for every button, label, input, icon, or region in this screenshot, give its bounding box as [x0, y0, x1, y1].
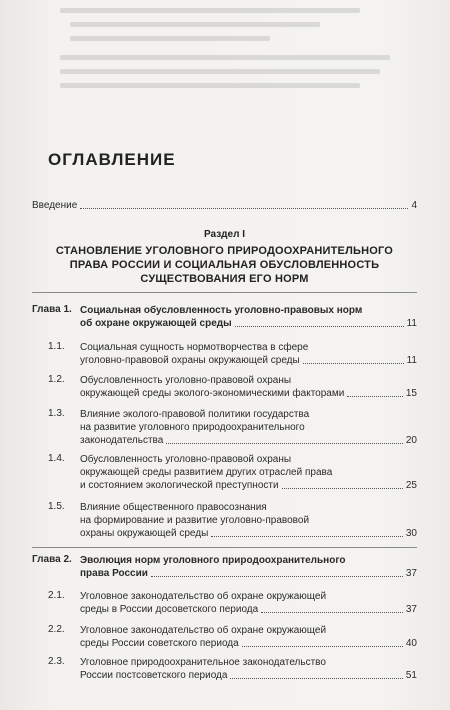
- page-number: 11: [406, 355, 417, 366]
- item-number: 2.3.: [48, 656, 65, 667]
- chapter-title-line: Эволюция норм уголовного природоохранительного: [80, 555, 346, 566]
- chapter-entry[interactable]: [80, 304, 417, 330]
- toc-item[interactable]: [80, 408, 417, 447]
- dot-leader: [151, 576, 403, 577]
- chapter-label: Глава 2.: [32, 554, 72, 565]
- chapter-entry[interactable]: [80, 554, 417, 580]
- page-number: 40: [405, 638, 417, 649]
- item-text-line: Уголовное законодательство об охране окружающей: [80, 591, 327, 602]
- item-number: 1.5.: [48, 501, 65, 512]
- toc-entry-intro[interactable]: [32, 199, 417, 212]
- dot-leader: [230, 678, 402, 679]
- dot-leader: [242, 646, 403, 647]
- item-text-line: Социальная сущность нормотворчества в сфере: [80, 342, 309, 353]
- dot-leader: [282, 488, 403, 489]
- item-number: 2.2.: [48, 624, 65, 635]
- bleed-through-text: [60, 8, 400, 97]
- item-text-line: законодательства: [80, 435, 164, 446]
- intro-label: Введение: [32, 200, 78, 211]
- item-number: 2.1.: [48, 590, 65, 601]
- section-label: Раздел I: [203, 229, 245, 240]
- toc-item[interactable]: [80, 341, 417, 367]
- chapter-label: Глава 1.: [32, 304, 72, 315]
- item-text-line: среды в России досоветского периода: [80, 604, 259, 615]
- item-text-line: Влияние общественного правосознания: [80, 502, 267, 513]
- item-text-line: окружающей среды эколого-экономическими факторами: [80, 388, 345, 399]
- item-text-line: уголовно-правовой охраны окружающей среды: [80, 355, 300, 366]
- toc-item[interactable]: [80, 624, 417, 650]
- section-title: [32, 244, 417, 286]
- toc-item[interactable]: [80, 501, 417, 540]
- page-number: 4: [411, 200, 417, 211]
- dot-leader: [80, 208, 408, 209]
- section-title-line: ПРАВА РОССИИ И СОЦИАЛЬНАЯ ОБУСЛОВЛЕННОСТЬ: [69, 259, 380, 271]
- item-text-line: Обусловленность уголовно-правовой охраны: [80, 454, 292, 465]
- toc-title: ОГЛАВЛЕНИЕ: [48, 150, 176, 169]
- item-number: 1.2.: [48, 374, 65, 385]
- item-text-line: среды России советского периода: [80, 638, 239, 649]
- toc-item[interactable]: [80, 590, 417, 616]
- item-text-line: охраны окружающей среды: [80, 528, 209, 539]
- item-text-line: на формирование и развитие уголовно-правовой: [80, 515, 310, 526]
- dot-leader: [235, 326, 404, 327]
- item-number: 1.1.: [48, 341, 65, 352]
- dot-leader: [261, 612, 403, 613]
- chapter-title-line: об охране окружающей среды: [80, 318, 232, 329]
- item-text-line: России постсоветского периода: [80, 670, 228, 681]
- item-text-line: Влияние эколого-правовой политики государства: [80, 409, 310, 420]
- section-title-line: СУЩЕСТВОВАНИЯ ЕГО НОРМ: [140, 273, 309, 285]
- chapter-title-line: права России: [80, 568, 148, 579]
- dot-leader: [347, 396, 403, 397]
- divider: [32, 292, 417, 293]
- item-text-line: Уголовное законодательство об охране окружающей: [80, 625, 327, 636]
- page-number: 15: [405, 388, 417, 399]
- page-number: 37: [405, 568, 417, 579]
- item-text-line: окружающей среды развитием других отраслей права: [80, 467, 333, 478]
- chapter-title-line: Социальная обусловленность уголовно-правовых норм: [80, 305, 363, 316]
- dot-leader: [303, 363, 404, 364]
- item-text-line: на развитие уголовного природоохранительного: [80, 422, 305, 433]
- dot-leader: [166, 443, 403, 444]
- page-number: 20: [405, 435, 417, 446]
- page-number: 11: [406, 318, 417, 329]
- item-text-line: Обусловленность уголовно-правовой охраны: [80, 375, 292, 386]
- page-number: 51: [405, 670, 417, 681]
- item-number: 1.3.: [48, 408, 65, 419]
- dot-leader: [211, 536, 403, 537]
- page-number: 30: [405, 528, 417, 539]
- toc-item[interactable]: [80, 374, 417, 400]
- toc-item[interactable]: [80, 453, 417, 492]
- item-text-line: и состоянием экологической преступности: [80, 480, 279, 491]
- divider: [32, 547, 417, 548]
- page-number: 25: [405, 480, 417, 491]
- item-text-line: Уголовное природоохранительное законодательство: [80, 657, 326, 668]
- page-number: 37: [405, 604, 417, 615]
- item-number: 1.4.: [48, 453, 65, 464]
- section-title-line: СТАНОВЛЕНИЕ УГОЛОВНОГО ПРИРОДООХРАНИТЕЛЬНОГО: [55, 245, 394, 257]
- toc-item[interactable]: [80, 656, 417, 682]
